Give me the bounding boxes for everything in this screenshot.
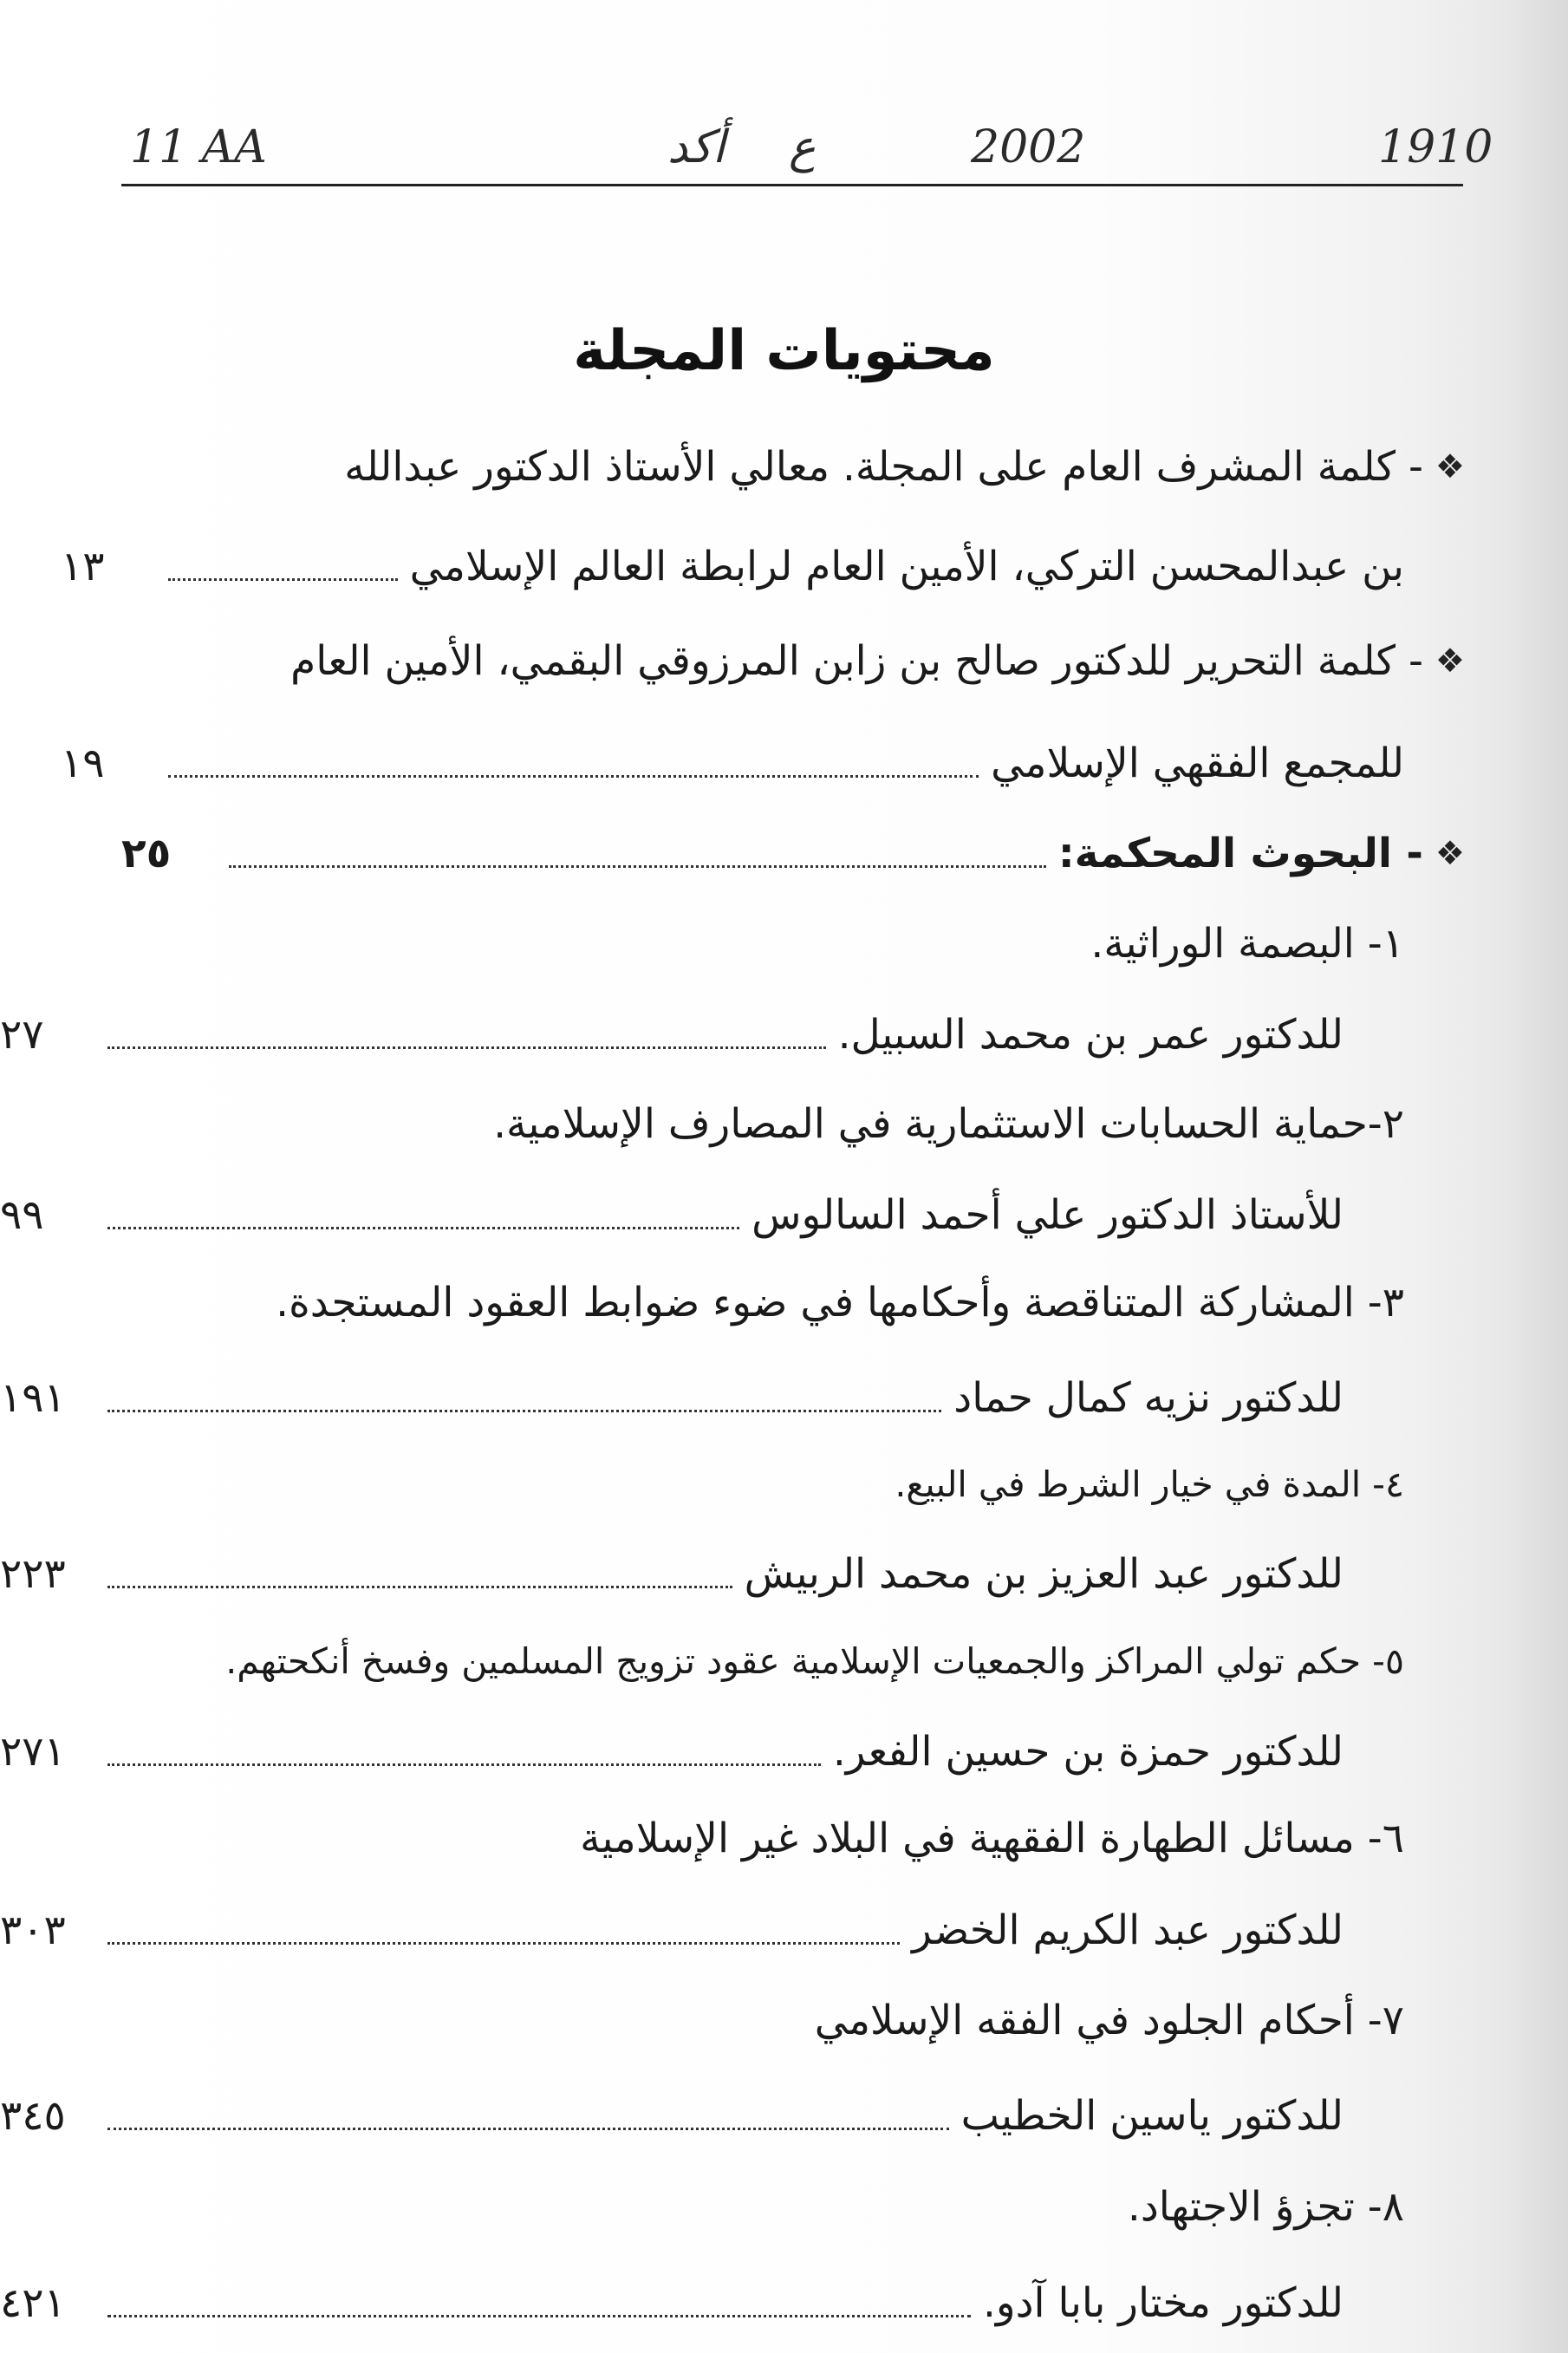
toc-item-title [61,1268,1465,1337]
toc-entry-text: للدكتور عمر بن محمد السبيل. [837,1010,1344,1059]
page-number: ٩٩ [0,1190,44,1239]
toc-entry [0,2268,1465,2337]
diamond-bullet-icon: ❖ [1435,642,1465,680]
toc-entry-text: للدكتور ياسين الخطيب [960,2091,1344,2140]
handwritten-header [121,121,1493,191]
page-number: ٢٧١ [0,1727,66,1776]
page-number: ١٣ [61,542,105,590]
page-number: ٣٠٣ [0,1906,66,1954]
dot-leader [107,1586,732,1588]
toc-section-heading [121,818,1465,888]
toc-entry-text: للدكتور عبد العزيز بن محمد الربيش [744,1549,1344,1598]
dot-leader [168,578,398,581]
dot-leader [107,1227,739,1229]
dot-leader [107,1763,821,1766]
toc-item-title [61,1089,1465,1158]
toc-entry-text: للأستاذ الدكتور علي أحمد السالوس [751,1190,1344,1239]
dot-leader [107,2128,949,2130]
toc-item-title [61,1450,1465,1519]
toc-entry [0,1717,1465,1786]
handwritten-mark: 1910 [1378,121,1493,173]
toc-entry [121,432,1465,501]
header-rule [121,184,1463,186]
page-number: ١٩١ [0,1373,66,1422]
toc-entry-text: ٢-حماية الحسابات الاستثمارية في المصارف الإسلامية. [493,1099,1404,1148]
diamond-bullet-icon: ❖ [1435,447,1465,486]
toc-entry [0,1000,1465,1069]
toc-entry-text: للدكتور مختار بابا آدو. [982,2278,1344,2327]
dot-leader [229,865,1046,868]
toc-entry [121,626,1465,695]
toc-entry [61,531,1465,601]
toc-entry-text: - كلمة التحرير للدكتور صالح بن زابن المرزوقي البقمي، الأمين العام [290,636,1423,685]
page-number: ٢٧ [0,1010,44,1059]
toc-entry [0,1539,1465,1608]
toc-entry [0,1895,1465,1965]
toc-entry [0,1180,1465,1249]
toc-entry [0,2081,1465,2150]
toc-entry-text: ١- البصمة الوراثية. [1090,919,1404,968]
toc-item-title [61,1985,1465,2055]
page-title: محتويات المجلة [573,319,995,383]
toc-entry-text: للدكتور حمزة بن حسين الفعر. [832,1727,1344,1776]
toc-entry [61,728,1465,798]
toc-entry-text: - كلمة المشرف العام على المجلة. معالي الأستاذ الدكتور عبدالله [344,442,1423,491]
toc-entry-text: - البحوث المحكمة: [1057,829,1423,877]
toc-entry-text: ٣- المشاركة المتناقصة وأحكامها في ضوء ضوابط العقود المستجدة. [276,1278,1404,1326]
page-number: ١٩ [61,739,105,787]
toc-entry-text: ٧- أحكام الجلود في الفقه الإسلامي [814,1996,1404,2044]
page-number: ٢٢٣ [0,1549,66,1598]
toc-entry-text: للمجمع الفقهي الإسلامي [991,739,1404,787]
toc-entry-text: ٨- تجزؤ الاجتهاد. [1127,2182,1404,2231]
toc-item-title [61,1803,1465,1873]
dot-leader [107,1410,941,1412]
toc-entry-text: ٤- المدة في خيار الشرط في البيع. [895,1463,1404,1505]
handwritten-mark: 11 AA [130,121,267,173]
toc-entry-text: للدكتور نزيه كمال حماد [953,1373,1344,1422]
diamond-bullet-icon: ❖ [1435,834,1465,872]
toc-item-title [61,1626,1465,1696]
page-number: ٣٤٥ [0,2091,66,2140]
toc-entry-text: ٦- مسائل الطهارة الفقهية في البلاد غير الإسلامية [580,1814,1404,1862]
toc-item-title [61,2172,1465,2241]
toc-entry-text: للدكتور عبد الكريم الخضر [912,1906,1344,1954]
dot-leader [168,775,979,778]
toc-entry-text: بن عبدالمحسن التركي، الأمين العام لرابطة العالم الإسلامي [409,542,1404,590]
dot-leader [107,2315,971,2317]
handwritten-mark: ع [789,121,817,173]
dot-leader [107,1942,900,1945]
toc-item-title [61,909,1465,978]
toc-entry [0,1363,1465,1432]
page-number: ٤٢١ [0,2278,66,2327]
dot-leader [107,1046,826,1049]
toc-entry-text: ٥- حكم تولي المراكز والجمعيات الإسلامية عقود تزويج المسلمين وفسخ أنكحتهم. [225,1640,1404,1682]
handwritten-mark: 2002 [971,121,1086,173]
handwritten-mark: أكد [667,121,725,173]
page-number: ٢٥ [121,829,172,877]
